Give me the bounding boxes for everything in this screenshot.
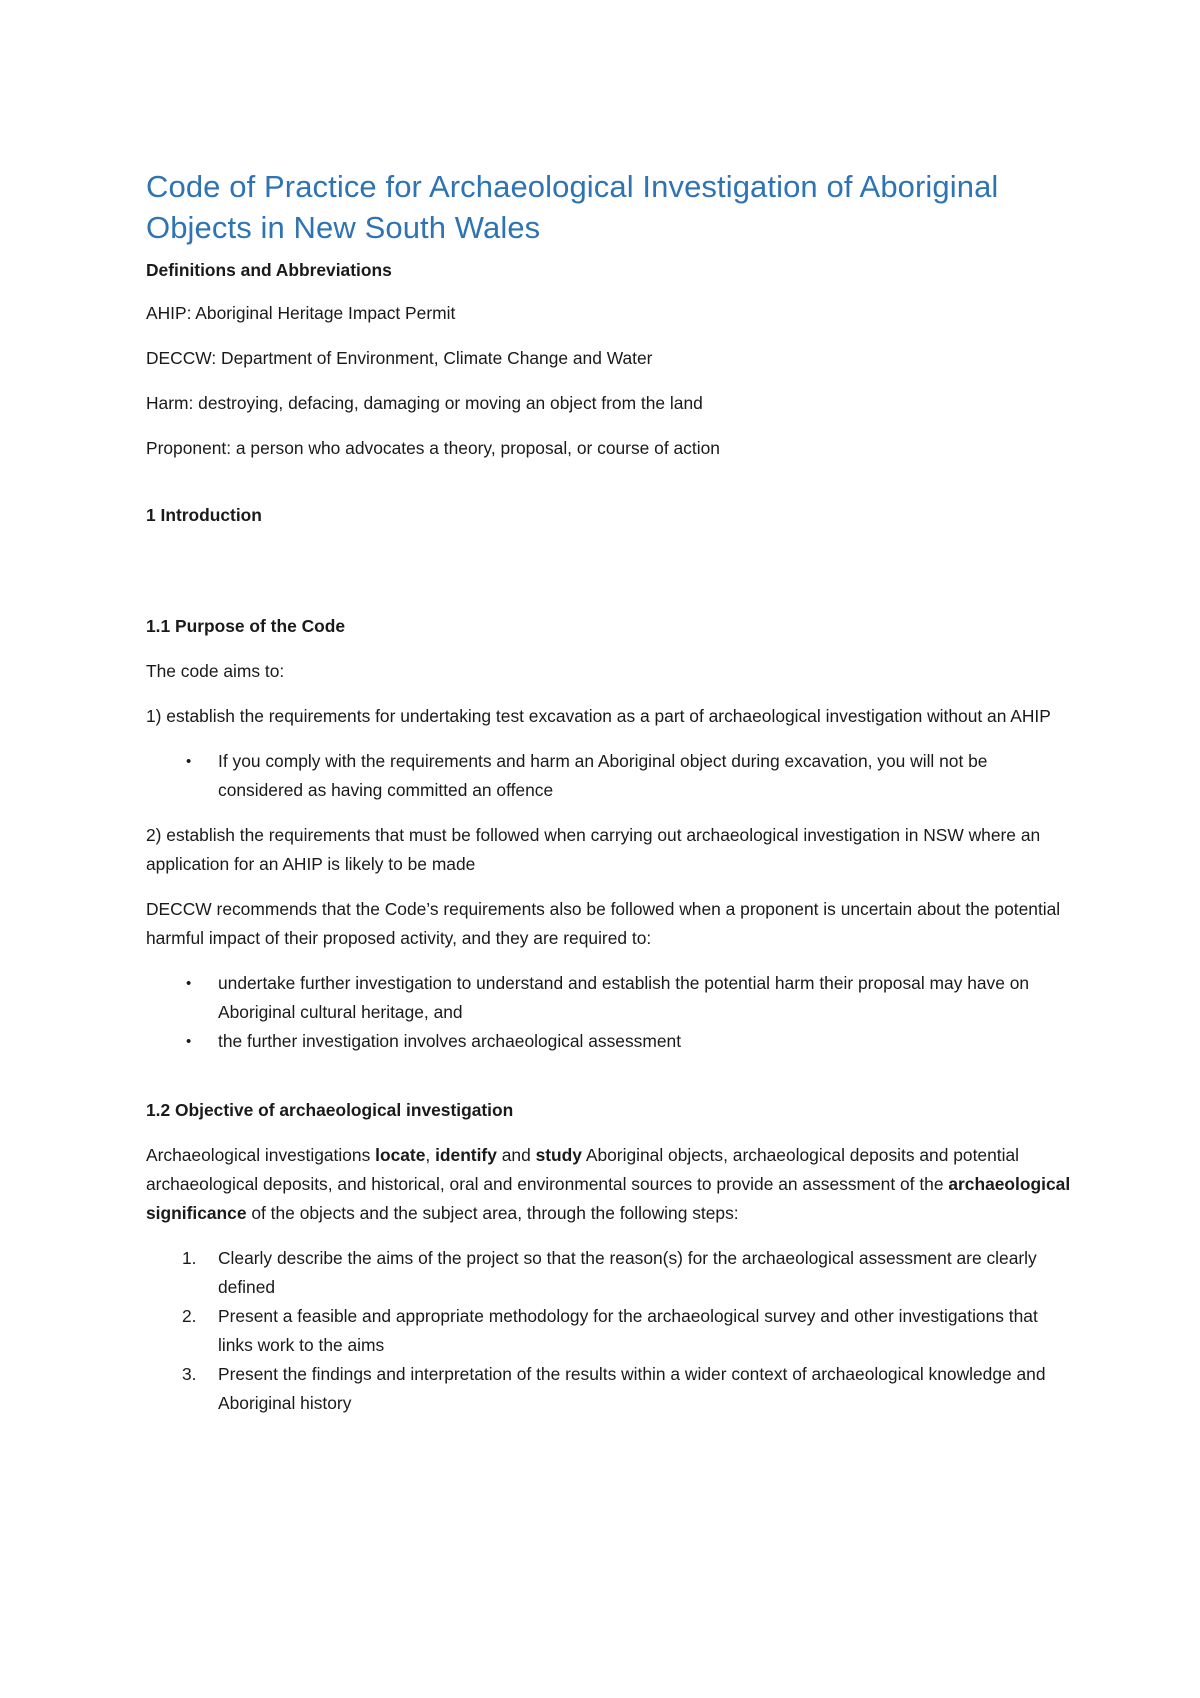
emphasis-locate: locate — [375, 1145, 426, 1165]
emphasis-study: study — [535, 1145, 582, 1165]
section-1-2-heading: 1.2 Objective of archaeological investigation — [146, 1100, 514, 1120]
section-1-1-recommendation: DECCW recommends that the Code’s requirements also be followed when a proponent is uncertain about the potential harmful impact of their proposed activity, and they are required to: — [146, 899, 1061, 948]
section-1-2-paragraph — [146, 1141, 1076, 1228]
definitions-heading: Definitions and Abbreviations — [146, 260, 392, 280]
list-item — [146, 747, 1076, 805]
paragraph-text: of the objects and the subject area, through the following steps: — [246, 1203, 739, 1223]
bullet-text: undertake further investigation to understand and establish the potential harm their proposal may have on Aboriginal cultural heritage, and — [218, 973, 1030, 1022]
bullet-text: the further investigation involves archaeological assessment — [218, 1031, 682, 1051]
paragraph-text: Aboriginal objects, archaeological deposits and potential archaeological deposits, and historical, oral and environmental sources to provide an assessment of the — [146, 1145, 1019, 1194]
emphasis-archaeological-significance: archaeological significance — [146, 1174, 1071, 1223]
step-number: 3. — [182, 1364, 197, 1384]
emphasis-identify: identify — [435, 1145, 497, 1165]
list-item — [146, 969, 1076, 1027]
point-1-bullet-list — [146, 747, 1076, 805]
section-1-heading: 1 Introduction — [146, 505, 262, 525]
list-item — [146, 1302, 1076, 1360]
paragraph-text: and — [496, 1145, 536, 1165]
step-text: Clearly describe the aims of the project so that the reason(s) for the archaeological assessment are clearly defined — [218, 1248, 1037, 1297]
section-1-1-point-1: 1) establish the requirements for undertaking test excavation as a part of archaeological investigation without an AHIP — [146, 706, 1051, 726]
definition-deccw: DECCW: Department of Environment, Climate Change and Water — [146, 348, 653, 368]
paragraph-text: Archaeological investigations — [146, 1145, 376, 1165]
list-item — [146, 1244, 1076, 1302]
bullet-text: If you comply with the requirements and harm an Aboriginal object during excavation, you will not be considered as having committed an offence — [218, 751, 988, 800]
bullet-icon: • — [186, 753, 192, 770]
bullet-icon: • — [186, 1033, 192, 1050]
step-text: Present a feasible and appropriate methodology for the archaeological survey and other investigations that links work to the aims — [218, 1306, 1038, 1355]
list-item — [146, 1027, 1076, 1056]
steps-list — [146, 1244, 1076, 1418]
definition-harm: Harm: destroying, defacing, damaging or moving an object from the land — [146, 393, 703, 413]
step-number: 1. — [182, 1248, 197, 1268]
step-number: 2. — [182, 1306, 197, 1326]
paragraph-text: , — [425, 1145, 436, 1165]
document-body — [146, 166, 1076, 1434]
recommendation-bullet-list — [146, 969, 1076, 1056]
section-1-1-point-2: 2) establish the requirements that must be followed when carrying out archaeological investigation in NSW where an application for an AHIP is likely to be made — [146, 825, 1041, 874]
definition-ahip: AHIP: Aboriginal Heritage Impact Permit — [146, 303, 456, 323]
section-1-1-heading: 1.1 Purpose of the Code — [146, 616, 346, 636]
section-1-1-intro: The code aims to: — [146, 661, 285, 681]
bullet-icon: • — [186, 975, 192, 992]
document-title: Code of Practice for Archaeological Investigation of Aboriginal Objects in New South Wales — [146, 169, 999, 245]
step-text: Present the findings and interpretation of the results within a wider context of archaeological knowledge and Aboriginal history — [218, 1364, 1046, 1413]
list-item — [146, 1360, 1076, 1418]
definition-proponent: Proponent: a person who advocates a theory, proposal, or course of action — [146, 438, 720, 458]
